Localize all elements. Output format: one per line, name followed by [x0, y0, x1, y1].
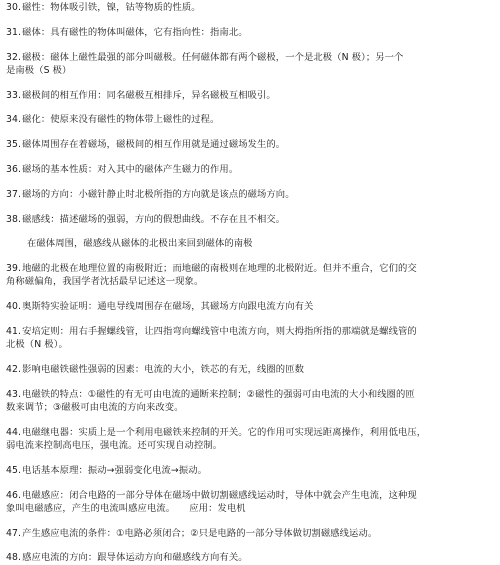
list-item-line	[6, 426, 494, 439]
list-item-text: 电磁感应：闭合电路的一部分导体在磁场中做切割磁感线运动时，导体中就会产生电流，这种现	[22, 489, 417, 501]
list-item-number: 43.	[6, 388, 22, 400]
list-item-number: 46.	[6, 489, 22, 501]
list-item-line	[6, 325, 494, 338]
list-item-number: 42.	[6, 363, 22, 375]
list-item	[6, 489, 494, 515]
list-item-line	[6, 213, 494, 226]
list-item-text: 磁体周围存在着磁场，磁极间的相互作用就是通过磁场发生的。	[22, 139, 286, 151]
list-item-line	[6, 51, 494, 64]
list-item-number: 33.	[6, 89, 22, 101]
list-item-number: 37.	[6, 188, 22, 200]
list-item-text: 在磁体周围，磁感线从磁体的北极出来回到磁体的南极	[27, 238, 253, 250]
list-item-number: 39.	[6, 263, 22, 275]
list-item	[6, 300, 494, 313]
list-item-number: 35.	[6, 139, 22, 151]
list-item	[6, 188, 494, 201]
list-item-number: 44.	[6, 426, 22, 438]
list-item-text: 磁化：使原来没有磁性的物体带上磁性的过程。	[22, 114, 220, 126]
list-item-number: 47.	[6, 527, 22, 539]
list-item-text: 磁极间的相互作用：同名磁极互相排斥，异名磁极互相吸引。	[22, 89, 276, 101]
list-item-number: 45.	[6, 464, 22, 476]
list-item-number: 31.	[6, 26, 22, 38]
list-item-number: 48.	[6, 552, 22, 564]
list-item	[6, 51, 494, 77]
list-item-line	[6, 489, 494, 502]
list-item-text: 磁极：磁体上磁性最强的部分叫磁极。任何磁体都有两个磁极，一个是北极（N 极）；另一个	[22, 51, 404, 63]
list-item-text: 是南极（S 极）	[6, 64, 72, 76]
list-item	[6, 113, 494, 126]
list-item-text: 磁场的方向：小磁针静止时北极所指的方向就是该点的磁场方向。	[22, 188, 295, 200]
list-item-text: 数来调节；③磁极可由电流的方向来改变。	[6, 401, 184, 413]
list-item-text: 产生感应电流的条件：①电路必须闭合；②只是电路的一部分导体做切割磁感线运动。	[22, 527, 378, 539]
list-item-line	[6, 89, 494, 102]
list-item-text: 安培定则：用右手握螺线管，让四指弯向螺线管中电流方向，则大拇指所指的那端就是螺线管的	[22, 325, 417, 337]
list-item	[6, 89, 494, 102]
list-item-text: 感应电流的方向：跟导体运动方向和磁感线方向有关。	[22, 552, 248, 564]
list-item-number: 40.	[6, 301, 22, 313]
list-item-line	[6, 262, 494, 275]
list-item-note	[6, 237, 494, 250]
list-item-line	[6, 163, 494, 176]
list-item-text: 角称磁偏角，我国学者沈括最早记述这一现象。	[6, 276, 204, 288]
list-item-text: 奥斯特实验证明：通电导线周围存在磁场，其磁场方向跟电流方向有关	[22, 301, 314, 313]
list-item-line	[6, 527, 494, 540]
list-item-text: 地磁的北极在地理位置的南极附近；而地磁的南极则在地理的北极附近。但并不重合，它们的交	[22, 263, 417, 275]
list-item-number: 36.	[6, 163, 22, 175]
list-item-line	[6, 1, 494, 14]
list-item-text: 磁感线：描述磁场的强弱，方向的假想曲线。不存在且不相交。	[22, 213, 286, 225]
list-item-number: 30.	[6, 2, 22, 13]
list-item-number: 38.	[6, 213, 22, 225]
list-item-line	[6, 26, 494, 39]
list-item-line	[6, 138, 494, 151]
list-item	[6, 213, 494, 226]
list-item-line	[6, 388, 494, 401]
list-item-text: 弱电流来控制高电压，强电流。还可实现自动控制。	[6, 439, 223, 451]
list-item-number: 32.	[6, 51, 22, 63]
list-item-text: 磁性：物体吸引铁，镍，钴等物质的性质。	[22, 2, 201, 13]
list-item-text: 磁场的基本性质：对入其中的磁体产生磁力的作用。	[22, 163, 239, 175]
list-item	[6, 551, 494, 564]
list-item	[6, 464, 494, 477]
list-item-line	[6, 300, 494, 313]
list-item	[6, 138, 494, 151]
list-item	[6, 325, 494, 351]
list-item	[6, 1, 494, 14]
list-item	[6, 388, 494, 414]
list-item	[6, 26, 494, 39]
list-item-text: 影响电磁铁磁性强弱的因素：电流的大小，铁芯的有无，线圈的匝数	[22, 363, 305, 375]
list-item-text: 北极（N 极）。	[6, 339, 68, 351]
list-item-text: 磁体：具有磁性的物体叫磁体，它有指向性：指南北。	[22, 26, 248, 38]
list-item	[6, 426, 494, 452]
list-item-text: 电话基本原理：振动→强弱变化电流→振动。	[22, 464, 208, 476]
list-item-line	[6, 113, 494, 126]
list-item	[6, 262, 494, 288]
list-item	[6, 163, 494, 176]
list-item-text: 象叫电磁感应，产生的电流叫感应电流。 应用：发电机	[6, 502, 246, 514]
list-item-line	[6, 188, 494, 201]
list-item-line	[6, 464, 494, 477]
list-item-line	[6, 551, 494, 564]
list-item-number: 41.	[6, 325, 22, 337]
list-item	[6, 527, 494, 540]
list-item-text: 电磁继电器：实质上是一个利用电磁铁来控制的开关。它的作用可实现远距离操作，利用低电压，	[22, 426, 427, 438]
list-item-text: 电磁铁的特点：①磁性的有无可由电流的通断来控制；②磁性的强弱可由电流的大小和线圈的匝	[22, 388, 415, 400]
list-item-number: 34.	[6, 114, 22, 126]
list-item	[6, 363, 494, 376]
list-item-line	[6, 363, 494, 376]
